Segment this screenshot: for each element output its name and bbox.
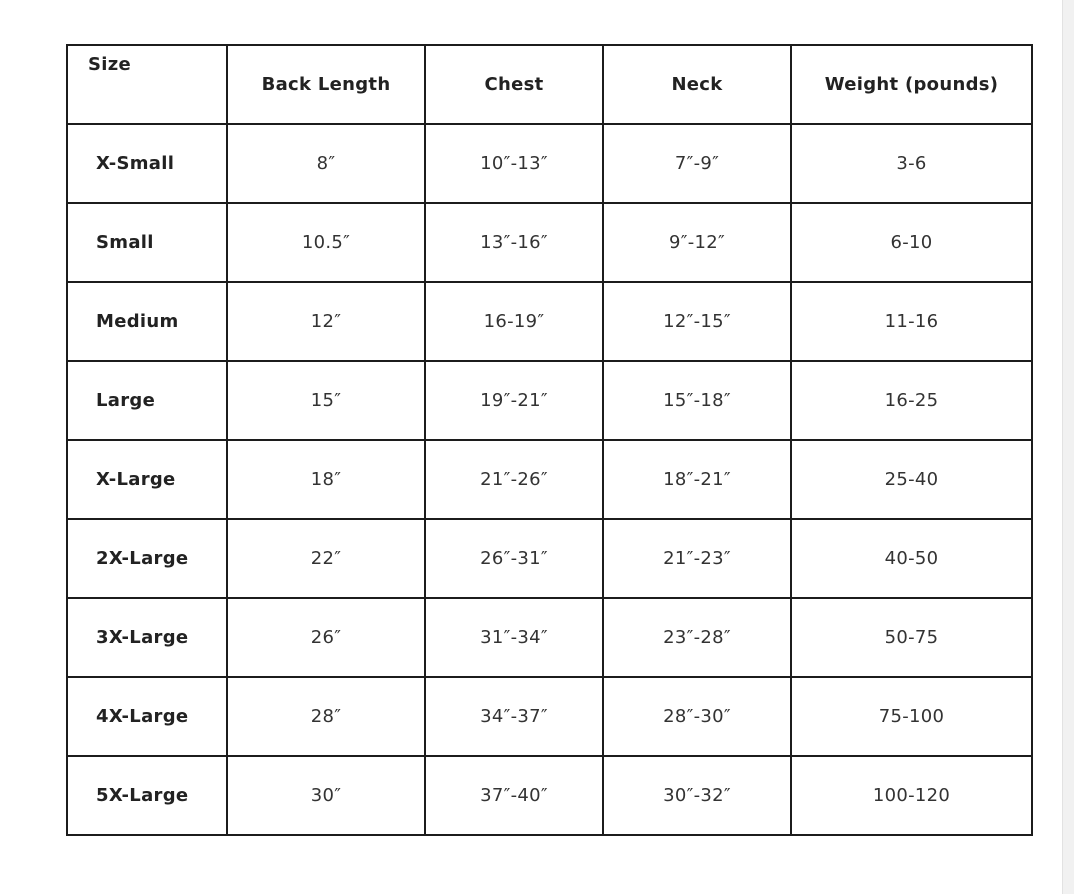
neck-cell: 30″-32″: [603, 756, 791, 835]
weight-cell: 75-100: [791, 677, 1032, 756]
neck-cell: 28″-30″: [603, 677, 791, 756]
table-row: [67, 203, 1032, 282]
neck-cell: 12″-15″: [603, 282, 791, 361]
chest-cell: 34″-37″: [425, 677, 603, 756]
back-length-cell: 28″: [227, 677, 425, 756]
size-cell: 2X-Large: [67, 519, 227, 598]
neck-cell: 23″-28″: [603, 598, 791, 677]
back-length-cell: 26″: [227, 598, 425, 677]
chest-cell: 13″-16″: [425, 203, 603, 282]
size-cell: Medium: [67, 282, 227, 361]
chest-cell: 26″-31″: [425, 519, 603, 598]
header-weight: Weight (pounds): [791, 45, 1032, 124]
vertical-scrollbar[interactable]: [1062, 0, 1074, 894]
table-row: [67, 440, 1032, 519]
chest-cell: 37″-40″: [425, 756, 603, 835]
table-row: [67, 598, 1032, 677]
chest-cell: 31″-34″: [425, 598, 603, 677]
weight-cell: 11-16: [791, 282, 1032, 361]
size-cell: 4X-Large: [67, 677, 227, 756]
table-row: [67, 519, 1032, 598]
back-length-cell: 22″: [227, 519, 425, 598]
back-length-cell: 8″: [227, 124, 425, 203]
weight-cell: 50-75: [791, 598, 1032, 677]
table-row: [67, 677, 1032, 756]
weight-cell: 100-120: [791, 756, 1032, 835]
table-row: [67, 361, 1032, 440]
size-cell: 5X-Large: [67, 756, 227, 835]
neck-cell: 21″-23″: [603, 519, 791, 598]
size-chart-table: [66, 44, 1033, 836]
table-header-row: [67, 45, 1032, 124]
size-cell: X-Large: [67, 440, 227, 519]
chest-cell: 10″-13″: [425, 124, 603, 203]
neck-cell: 18″-21″: [603, 440, 791, 519]
back-length-cell: 10.5″: [227, 203, 425, 282]
header-back-length: Back Length: [227, 45, 425, 124]
weight-cell: 6-10: [791, 203, 1032, 282]
back-length-cell: 30″: [227, 756, 425, 835]
neck-cell: 7″-9″: [603, 124, 791, 203]
weight-cell: 25-40: [791, 440, 1032, 519]
table-row: [67, 282, 1032, 361]
weight-cell: 16-25: [791, 361, 1032, 440]
chest-cell: 21″-26″: [425, 440, 603, 519]
back-length-cell: 15″: [227, 361, 425, 440]
back-length-cell: 18″: [227, 440, 425, 519]
size-cell: Large: [67, 361, 227, 440]
size-cell: 3X-Large: [67, 598, 227, 677]
neck-cell: 9″-12″: [603, 203, 791, 282]
size-cell: X-Small: [67, 124, 227, 203]
back-length-cell: 12″: [227, 282, 425, 361]
table-row: [67, 756, 1032, 835]
table-row: [67, 124, 1032, 203]
header-neck: Neck: [603, 45, 791, 124]
header-size: Size: [67, 45, 227, 124]
chest-cell: 16-19″: [425, 282, 603, 361]
neck-cell: 15″-18″: [603, 361, 791, 440]
header-chest: Chest: [425, 45, 603, 124]
size-cell: Small: [67, 203, 227, 282]
chest-cell: 19″-21″: [425, 361, 603, 440]
weight-cell: 3-6: [791, 124, 1032, 203]
weight-cell: 40-50: [791, 519, 1032, 598]
